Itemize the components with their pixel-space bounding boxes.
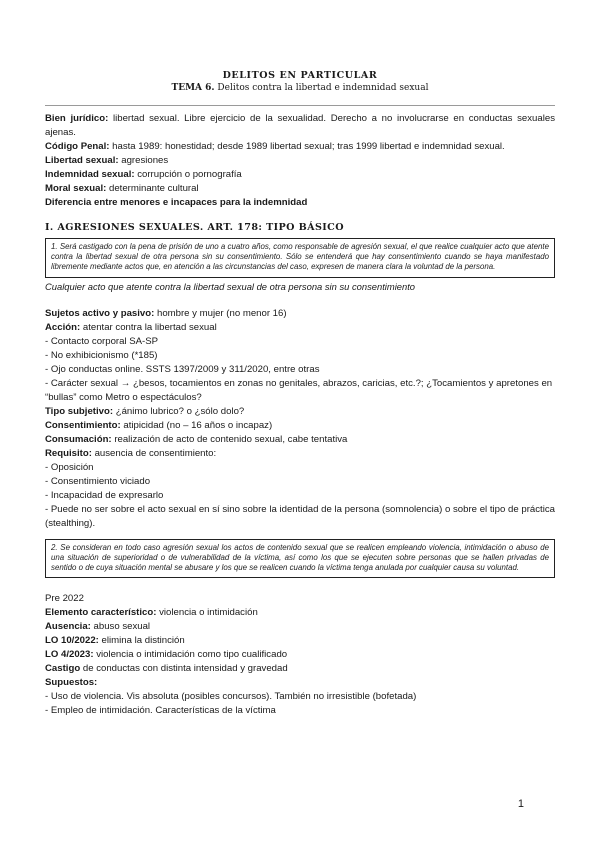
article-quote-box-2: 2. Se consideran en todo caso agresión sexual los actos de contenido sexual que se realicen empleando violencia, intimidación o abuso de una situación de superioridad o de vulnerabilidad de la víctima, así como los que se ejecuten sobre personas que se hallen privadas de sentido o de cuya situación mental se abusare y los que se realicen cuando la víctima tenga anulada por cualquier causa su voluntad. [45,539,555,579]
castigo-text: de conductas con distinta intensidad y gravedad [82,663,288,675]
ausencia-label: Ausencia: [45,621,91,633]
document-header [45,70,555,93]
libertad-sexual-line [45,154,555,168]
list-item: - Contacto corporal SA-SP [45,335,159,347]
libertad-sexual-text: agresiones [121,155,169,166]
ausencia-text: abuso sexual [93,621,151,633]
consumacion-text: realización de acto de contenido sexual, cabe tentativa [114,433,348,445]
lo10-line [45,634,555,648]
list-item: - No exhibicionismo (*185) [45,349,158,361]
codigo-penal-text: hasta 1989: honestidad; desde 1989 libertad sexual; tras 1999 libertad e indemnidad sexual. [112,141,505,152]
moral-sexual-label: Moral sexual: [45,183,107,194]
bien-juridico-line [45,112,555,140]
bien-juridico-label: Bien jurídico: [45,113,109,124]
moral-sexual-text: determinante cultural [109,183,199,194]
document-subtitle [45,83,555,93]
supuestos-label: Supuestos: [45,677,98,689]
document-title: DELITOS EN PARTICULAR [222,70,378,81]
tipo-subjetivo-label: Tipo subjetivo: [45,405,114,417]
page-number: 1 [517,798,524,810]
lo10-label: LO 10/2022: [45,635,99,647]
diferencia-line [45,196,555,210]
requisito-label: Requisito: [45,447,92,459]
header-divider [45,105,555,106]
consentimiento-label: Consentimiento: [45,419,121,431]
sujetos-line [45,307,555,321]
indemnidad-sexual-line [45,168,555,182]
list-item: - Empleo de intimidación. Características de la víctima [45,705,276,717]
accion-label: Acción: [45,321,81,333]
codigo-penal-line [45,140,555,154]
diferencia-text: Diferencia entre menores e incapaces para la indemnidad [45,197,308,208]
lo10-text: elimina la distinción [101,635,185,647]
lo4-line [45,648,555,662]
indemnidad-sexual-text: corrupción o pornografía [137,169,242,180]
tema-text: Delitos contra la libertad e indemnidad sexual [217,83,429,93]
accion-line [45,321,555,335]
castigo-line [45,662,555,676]
list-item: - Puede no ser sobre el acto sexual en sí sino sobre la identidad de la persona (somnolencia) o sobre el tipo de práctica (stealthing). [45,503,555,529]
tipo-subjetivo-text: ¿ánimo lubrico? o ¿sólo dolo? [115,405,245,417]
list-item: - Oposición [45,461,94,473]
section-heading: I. AGRESIONES SEXUALES. ART. 178: TIPO BÁSICO [45,222,344,233]
bien-juridico-text: libertad sexual. Libre ejercicio de la sexualidad. Derecho a no involucrarse en conductas sexuales ajenas. [45,113,555,138]
elemento-text: violencia o intimidación [159,607,258,619]
pre-2022-label: Pre 2022 [45,593,84,605]
consumacion-label: Consumación: [45,433,112,445]
sujetos-text: hombre y mujer (no menor 16) [156,307,287,319]
article-summary: Cualquier acto que atente contra la libertad sexual de otra persona sin su consentimiento [45,280,416,292]
requisito-text: ausencia de consentimiento: [94,447,217,459]
list-item: - Consentimiento viciado [45,475,151,487]
list-item: - Carácter sexual → ¿besos, tocamientos en zonas no genitales, abrazos, caricias, etc.?; ¿Tocamientos y apretones en “bullas” como Metro o espectáculos? [45,377,553,403]
requisito-line [45,447,555,461]
libertad-sexual-label: Libertad sexual: [45,155,119,166]
elemento-line [45,606,555,620]
list-item: - Incapacidad de expresarlo [45,489,164,501]
moral-sexual-line [45,182,555,196]
codigo-penal-label: Código Penal: [45,141,110,152]
tipo-subjetivo-line [45,405,555,419]
consentimiento-line [45,419,555,433]
sujetos-label: Sujetos activo y pasivo: [45,307,155,319]
supuestos-line [45,676,555,690]
lo4-text: violencia o intimidación como tipo cualificado [96,649,288,661]
elemento-label: Elemento característico: [45,607,157,619]
list-item: - Uso de violencia. Vis absoluta (posibles concursos). También no irresistible (bofetada) [45,691,417,703]
accion-text: atentar contra la libertad sexual [82,321,217,333]
consentimiento-text: atipicidad (no – 16 años o incapaz) [123,419,273,431]
article-quote-box-1: 1. Será castigado con la pena de prisión de uno a cuatro años, como responsable de agresión sexual, el que realice cualquier acto que atente contra la libertad sexual de otra persona sin su consentimiento. Sólo se entenderá que hay consentimiento cuando se haya manifestado libremente mediante actos que, en atención a las circunstancias del caso, expresen de manera clara la voluntad de la persona. [45,238,555,278]
indemnidad-sexual-label: Indemnidad sexual: [45,169,135,180]
consumacion-line [45,433,555,447]
tema-label: TEMA 6. [171,83,215,93]
ausencia-line [45,620,555,634]
lo4-label: LO 4/2023: [45,649,94,661]
castigo-label: Castigo [45,663,81,675]
document-page [45,70,555,718]
list-item: - Ojo conductas online. SSTS 1397/2009 y 311/2020, entre otras [45,363,320,375]
